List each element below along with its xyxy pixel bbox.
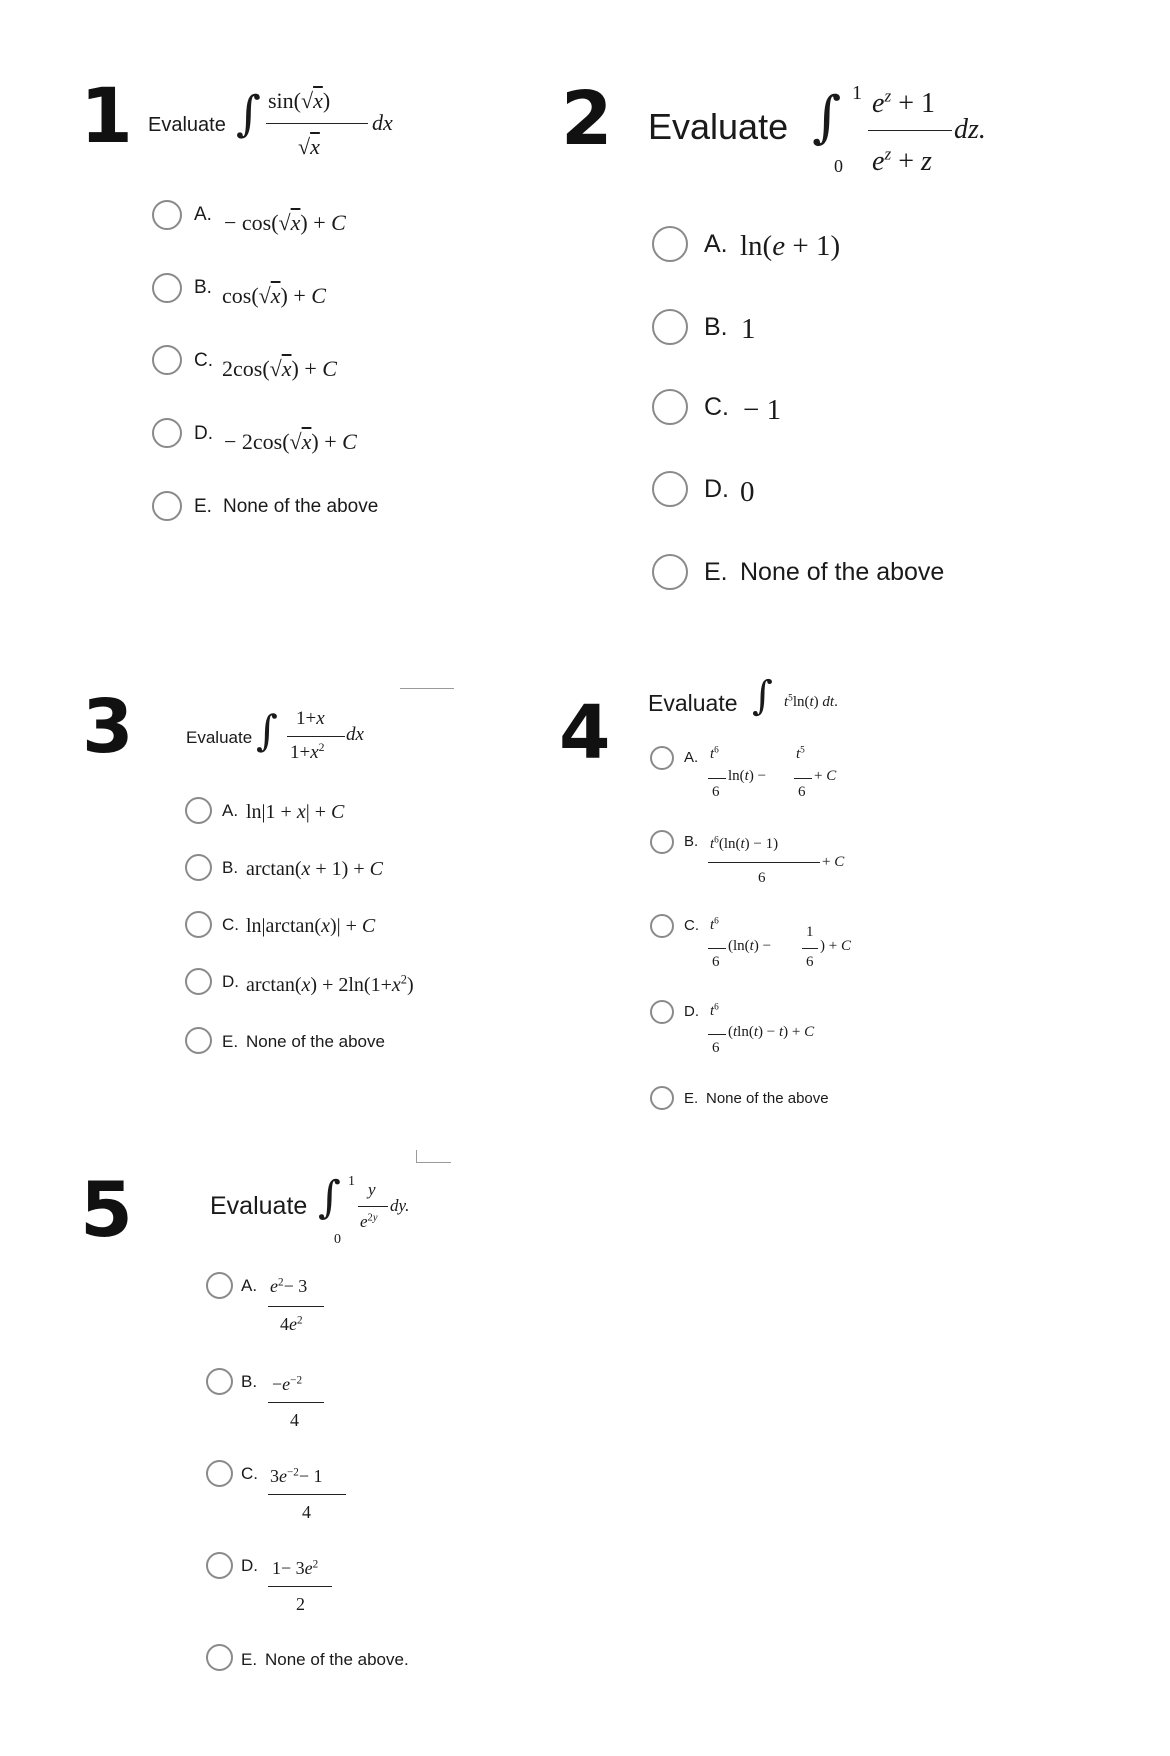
option-letter: C. xyxy=(194,350,213,371)
option-letter: C. xyxy=(241,1464,258,1483)
question-prompt: Evaluate xyxy=(648,690,738,716)
option-expression: ln(e + 1) xyxy=(740,230,841,262)
radio-button[interactable] xyxy=(185,854,212,881)
option-text: None of the above xyxy=(740,558,945,586)
option-expression: ln|arctan(x)| + C xyxy=(246,915,376,937)
radio-button[interactable] xyxy=(152,491,182,521)
option-expression: $\arctan(x) + 2\ln(1+x^2)$ xyxy=(246,972,414,996)
question-number: 3 xyxy=(82,684,134,770)
option-letter: C. xyxy=(704,393,729,421)
option-letter: B. xyxy=(194,277,212,298)
option-expression: arctan(x + 1) + C xyxy=(246,858,383,880)
question-number: 2 xyxy=(561,76,613,162)
option-letter: A. xyxy=(194,204,212,225)
radio-button[interactable] xyxy=(650,914,674,938)
question-prompt: Evaluate xyxy=(148,114,226,136)
differential: dz. xyxy=(954,114,986,145)
option-letter: D. xyxy=(704,475,729,503)
radio-button[interactable] xyxy=(185,1027,212,1054)
option-letter: B. xyxy=(704,313,728,341)
option-expression: cos(√x) + C xyxy=(222,283,326,308)
radio-button[interactable] xyxy=(650,1000,674,1024)
radio-button[interactable] xyxy=(152,200,182,230)
option-letter: B. xyxy=(684,833,699,850)
radio-button[interactable] xyxy=(185,911,212,938)
question-prompt: Evaluate xyxy=(210,1192,308,1220)
radio-button[interactable] xyxy=(152,345,182,375)
radio-button[interactable] xyxy=(652,226,688,262)
option-letter: D. xyxy=(194,423,213,444)
option-text: None of the above xyxy=(246,1032,385,1051)
radio-button[interactable] xyxy=(206,1272,233,1299)
question-number: 1 xyxy=(80,71,133,160)
corner-mark xyxy=(416,1150,451,1163)
option-letter: D. xyxy=(222,972,239,991)
option-letter: E. xyxy=(684,1090,699,1107)
option-expression: − cos(√x) + C xyxy=(224,210,346,235)
question-number: 5 xyxy=(80,1165,133,1254)
radio-button[interactable] xyxy=(652,471,688,507)
differential: dx xyxy=(346,724,364,745)
option-expression: ln|1 + x| + C xyxy=(246,801,345,823)
option-letter: A. xyxy=(684,749,699,766)
option-letter: A. xyxy=(241,1276,258,1295)
option-letter: D. xyxy=(684,1003,699,1020)
question-number: 4 xyxy=(559,690,611,776)
option-letter: E. xyxy=(194,496,212,517)
option-letter: A. xyxy=(704,230,728,258)
option-letter: E. xyxy=(704,558,728,586)
question-prompt: Evaluate xyxy=(648,106,789,147)
differential: dy. xyxy=(390,1196,410,1215)
radio-button[interactable] xyxy=(185,968,212,995)
radio-button[interactable] xyxy=(206,1368,233,1395)
radio-button[interactable] xyxy=(652,389,688,425)
radio-button[interactable] xyxy=(206,1552,233,1579)
option-letter: C. xyxy=(222,915,239,934)
question-prompt: Evaluate xyxy=(186,728,253,747)
option-text: None of the above. xyxy=(265,1650,409,1669)
radio-button[interactable] xyxy=(652,554,688,590)
option-letter: B. xyxy=(222,858,239,877)
radio-button[interactable] xyxy=(185,797,212,824)
lower-limit: 0 xyxy=(334,1232,341,1247)
option-letter: D. xyxy=(241,1556,258,1575)
divider-line xyxy=(400,688,454,689)
option-expression: 1 xyxy=(741,313,756,345)
radio-button[interactable] xyxy=(650,1086,674,1110)
option-letter: A. xyxy=(222,801,239,820)
option-expression: 0 xyxy=(740,476,755,508)
upper-limit: 1 xyxy=(348,1174,355,1189)
lower-limit: 0 xyxy=(834,156,843,176)
radio-button[interactable] xyxy=(152,418,182,448)
option-expression: 2cos(√x) + C xyxy=(222,356,337,381)
option-letter: E. xyxy=(222,1032,239,1051)
option-letter: B. xyxy=(241,1372,258,1391)
option-expression: − 1 xyxy=(743,394,782,426)
radio-button[interactable] xyxy=(650,830,674,854)
radio-button[interactable] xyxy=(206,1644,233,1671)
radio-button[interactable] xyxy=(206,1460,233,1487)
radio-button[interactable] xyxy=(152,273,182,303)
radio-button[interactable] xyxy=(652,309,688,345)
option-letter: E. xyxy=(241,1650,258,1669)
option-text: None of the above xyxy=(223,496,379,517)
option-letter: C. xyxy=(684,917,699,934)
radio-button[interactable] xyxy=(650,746,674,770)
option-text: None of the above xyxy=(706,1090,829,1107)
option-expression: − 2cos(√x) + C xyxy=(224,429,357,454)
upper-limit: 1 xyxy=(852,82,862,104)
